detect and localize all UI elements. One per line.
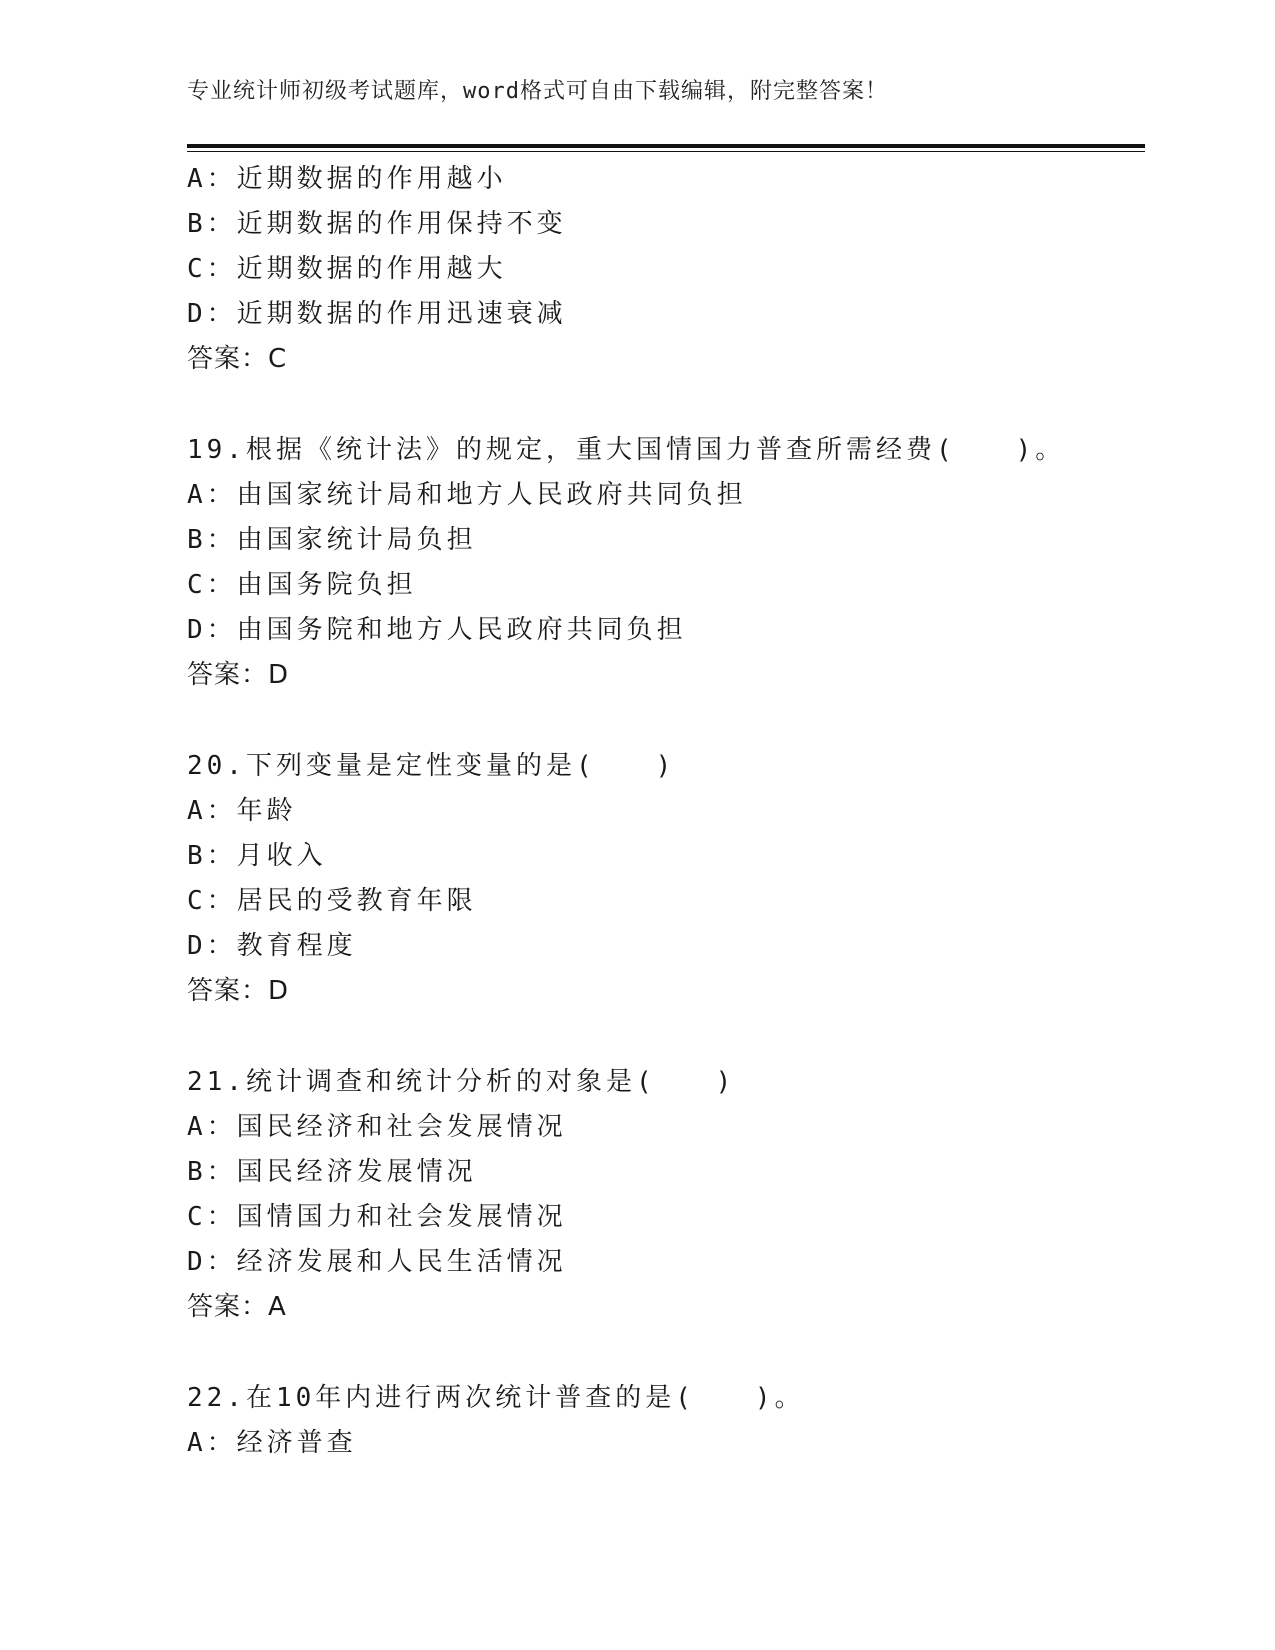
option-c: C：近期数据的作用越大 bbox=[187, 254, 507, 284]
option-c: C：居民的受教育年限 bbox=[187, 886, 477, 916]
answer-text: 答案：D bbox=[187, 976, 290, 1006]
option-b: B：近期数据的作用保持不变 bbox=[187, 209, 567, 239]
question-text: 21.统计调查和统计分析的对象是( ) bbox=[187, 1067, 736, 1097]
question-block-21 bbox=[187, 1060, 1145, 1330]
option-c: C：国情国力和社会发展情况 bbox=[187, 1202, 567, 1232]
question-text: 22.在10年内进行两次统计普查的是( )。 bbox=[187, 1383, 805, 1413]
header-rule-thick bbox=[187, 144, 1145, 148]
option-d: D：教育程度 bbox=[187, 931, 357, 961]
option-a: A：由国家统计局和地方人民政府共同负担 bbox=[187, 480, 747, 510]
option-b: B：国民经济发展情况 bbox=[187, 1157, 477, 1187]
option-a: A：国民经济和社会发展情况 bbox=[187, 1112, 567, 1142]
header-rule-thin bbox=[187, 151, 1145, 152]
option-a: A：近期数据的作用越小 bbox=[187, 164, 507, 194]
question-block-19 bbox=[187, 428, 1145, 698]
option-d: D：近期数据的作用迅速衰减 bbox=[187, 299, 567, 329]
question-block-20 bbox=[187, 744, 1145, 1014]
spacer bbox=[187, 1014, 1145, 1060]
option-d: D：由国务院和地方人民政府共同负担 bbox=[187, 615, 687, 645]
answer-text: 答案：A bbox=[187, 1292, 287, 1322]
option-b: B：由国家统计局负担 bbox=[187, 525, 477, 555]
document-body bbox=[187, 157, 1145, 1466]
option-a: A：经济普查 bbox=[187, 1428, 357, 1458]
question-block-18 bbox=[187, 157, 1145, 382]
page-header: 专业统计师初级考试题库，word格式可自由下载编辑，附完整答案！ bbox=[187, 79, 888, 104]
question-text: 20.下列变量是定性变量的是( ) bbox=[187, 751, 676, 781]
spacer bbox=[187, 698, 1145, 744]
option-d: D：经济发展和人民生活情况 bbox=[187, 1247, 567, 1277]
option-c: C：由国务院负担 bbox=[187, 570, 417, 600]
spacer bbox=[187, 1330, 1145, 1376]
spacer bbox=[187, 382, 1145, 428]
answer-text: 答案：D bbox=[187, 660, 290, 690]
question-text: 19.根据《统计法》的规定，重大国情国力普查所需经费( )。 bbox=[187, 435, 1066, 465]
option-a: A：年龄 bbox=[187, 796, 297, 826]
question-block-22 bbox=[187, 1376, 1145, 1466]
option-b: B：月收入 bbox=[187, 841, 327, 871]
answer-text: 答案：C bbox=[187, 344, 288, 374]
